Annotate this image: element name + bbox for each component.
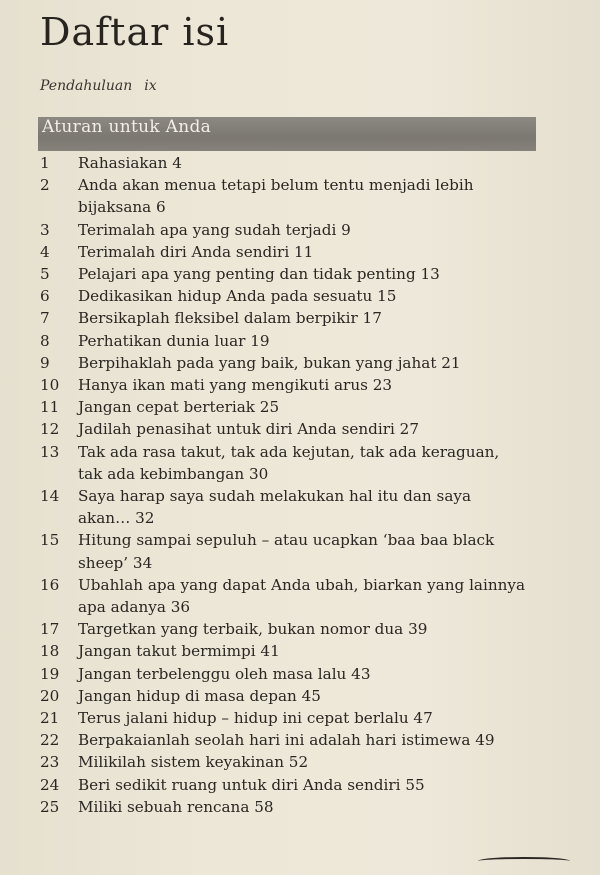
toc-entry-line: Targetkan yang terbaik, bukan nomor dua 39 [78, 620, 428, 639]
toc-entry-line: Saya harap saya sudah melakukan hal itu dan saya [78, 487, 472, 506]
toc-entry-text [78, 241, 543, 263]
toc-entry-number: 24 [40, 775, 60, 794]
toc-entry-text [78, 152, 543, 174]
toc-entry-line: Miliki sebuah rencana 58 [78, 797, 274, 816]
toc-entry-line: Berpihaklah pada yang baik, bukan yang jahat 21 [78, 353, 461, 372]
toc-entry-number: 3 [40, 220, 50, 239]
toc-entry [40, 374, 570, 396]
toc-entry [40, 396, 570, 418]
toc-entry-number: 4 [40, 242, 50, 261]
toc-entry-text [78, 219, 543, 241]
toc-entry-number: 1 [40, 154, 50, 172]
toc-entry [40, 640, 570, 662]
toc-entry-number: 9 [40, 353, 50, 372]
toc-entry-number: 11 [40, 398, 60, 417]
toc-entry-number: 18 [40, 642, 60, 661]
toc-entry [40, 751, 570, 773]
toc-entry [40, 263, 570, 285]
toc-entry-text [78, 751, 543, 773]
toc-entry-number: 21 [40, 709, 60, 728]
page-title: Daftar isi [40, 10, 230, 54]
intro-entry [40, 78, 157, 94]
toc-entry-number: 23 [40, 753, 60, 772]
toc-entry-line: Jadilah penasihat untuk diri Anda sendiri 27 [78, 420, 419, 439]
toc-entry-line: Jangan takut bermimpi 41 [78, 642, 280, 661]
toc-entry-text [78, 729, 543, 751]
toc-entry-number: 16 [40, 575, 60, 594]
toc-entry-text [78, 307, 543, 329]
toc-entry [40, 663, 570, 685]
toc-entry-text [78, 485, 543, 529]
intro-page-number: ix [144, 78, 157, 94]
toc-entry-line: Hitung sampai sepuluh – atau ucapkan ‘baa baa black [78, 531, 495, 550]
toc-entry [40, 774, 570, 796]
toc-entry-line: akan… 32 [78, 509, 155, 528]
toc-entry-text [78, 529, 543, 573]
toc-entry-line: Jangan hidup di masa depan 45 [78, 686, 321, 705]
toc-entry [40, 352, 570, 374]
toc-entry-line: bijaksana 6 [78, 198, 166, 217]
toc-entry [40, 574, 570, 618]
toc-entry-number: 2 [40, 176, 50, 195]
toc-entry-text [78, 330, 543, 352]
toc-entry-text [78, 396, 543, 418]
toc-entry-number: 19 [40, 664, 60, 683]
toc-entry [40, 174, 570, 218]
toc-entry [40, 219, 570, 241]
toc-entry-text [78, 663, 543, 685]
intro-label: Pendahuluan [40, 78, 133, 94]
toc-entry [40, 307, 570, 329]
toc-entry [40, 241, 570, 263]
toc-entry [40, 685, 570, 707]
toc-entry-line: Beri sedikit ruang untuk diri Anda sendiri 55 [78, 775, 425, 794]
toc-entry [40, 330, 570, 352]
toc-entry [40, 729, 570, 751]
toc-entry-number: 13 [40, 442, 60, 461]
toc-entry-line: Bersikaplah fleksibel dalam berpikir 17 [78, 309, 382, 328]
toc-entry-text [78, 174, 543, 218]
section-header-label: Aturan untuk Anda [42, 117, 212, 137]
toc-entry-text [78, 352, 543, 374]
toc-entry-number: 12 [40, 420, 60, 439]
toc-entry-line: Jangan terbelenggu oleh masa lalu 43 [78, 664, 371, 683]
toc-entry-text [78, 285, 543, 307]
toc-entry-line: tak ada kebimbangan 30 [78, 464, 269, 483]
toc-entry [40, 285, 570, 307]
toc-entry-text [78, 685, 543, 707]
toc-entry-line: Terus jalani hidup – hidup ini cepat berlalu 47 [78, 709, 433, 728]
toc-entry-number: 6 [40, 287, 50, 306]
toc-entry-text [78, 574, 543, 618]
toc-entry-line: apa adanya 36 [78, 598, 191, 617]
toc-entry-text [78, 640, 543, 662]
toc-entry [40, 152, 570, 174]
toc-entry-text [78, 263, 543, 285]
toc-entry-text [78, 374, 543, 396]
toc-entry-line: Hanya ikan mati yang mengikuti arus 23 [78, 376, 393, 395]
toc-entry-line: Dedikasikan hidup Anda pada sesuatu 15 [78, 287, 397, 306]
toc-entry [40, 441, 570, 485]
toc-entry-line: Pelajari apa yang penting dan tidak penting 13 [78, 265, 440, 284]
toc-entry-text [78, 707, 543, 729]
toc-entry-line: Jangan cepat berteriak 25 [78, 398, 280, 417]
page-edge-mark [478, 857, 570, 865]
toc-entry-number: 7 [40, 309, 50, 328]
toc-entry-number: 22 [40, 731, 60, 750]
toc-entry-line: Rahasiakan 4 [78, 154, 182, 172]
toc-entry-text [78, 418, 543, 440]
toc-entry-line: Terimalah apa yang sudah terjadi 9 [78, 220, 351, 239]
toc-entry-line: Milikilah sistem keyakinan 52 [78, 753, 309, 772]
toc-entry-number: 25 [40, 797, 60, 816]
toc-entry-number: 17 [40, 620, 60, 639]
toc-entry-text [78, 441, 543, 485]
toc-entry-line: Anda akan menua tetapi belum tentu menjadi lebih [78, 176, 474, 195]
toc-entry [40, 796, 570, 818]
toc-entry-line: sheep’ 34 [78, 553, 153, 572]
toc-entry-number: 20 [40, 686, 60, 705]
toc-entry-number: 14 [40, 487, 60, 506]
toc-entry [40, 707, 570, 729]
toc-entry [40, 529, 570, 573]
toc-entry-line: Perhatikan dunia luar 19 [78, 331, 270, 350]
toc-entry-line: Tak ada rasa takut, tak ada kejutan, tak ada keraguan, [78, 442, 500, 461]
toc-entry-number: 5 [40, 265, 50, 284]
toc-entry-line: Terimalah diri Anda sendiri 11 [78, 242, 314, 261]
toc-entry-text [78, 774, 543, 796]
toc-entry-number: 15 [40, 531, 60, 550]
toc-entry-text [78, 796, 543, 818]
toc-entry-text [78, 618, 543, 640]
toc-list [40, 152, 570, 818]
toc-entry-number: 8 [40, 331, 50, 350]
toc-entry [40, 618, 570, 640]
toc-entry-line: Ubahlah apa yang dapat Anda ubah, biarkan yang lainnya [78, 575, 526, 594]
toc-entry [40, 485, 570, 529]
toc-entry-line: Berpakaianlah seolah hari ini adalah hari istimewa 49 [78, 731, 495, 750]
toc-entry-number: 10 [40, 376, 60, 395]
toc-entry [40, 418, 570, 440]
